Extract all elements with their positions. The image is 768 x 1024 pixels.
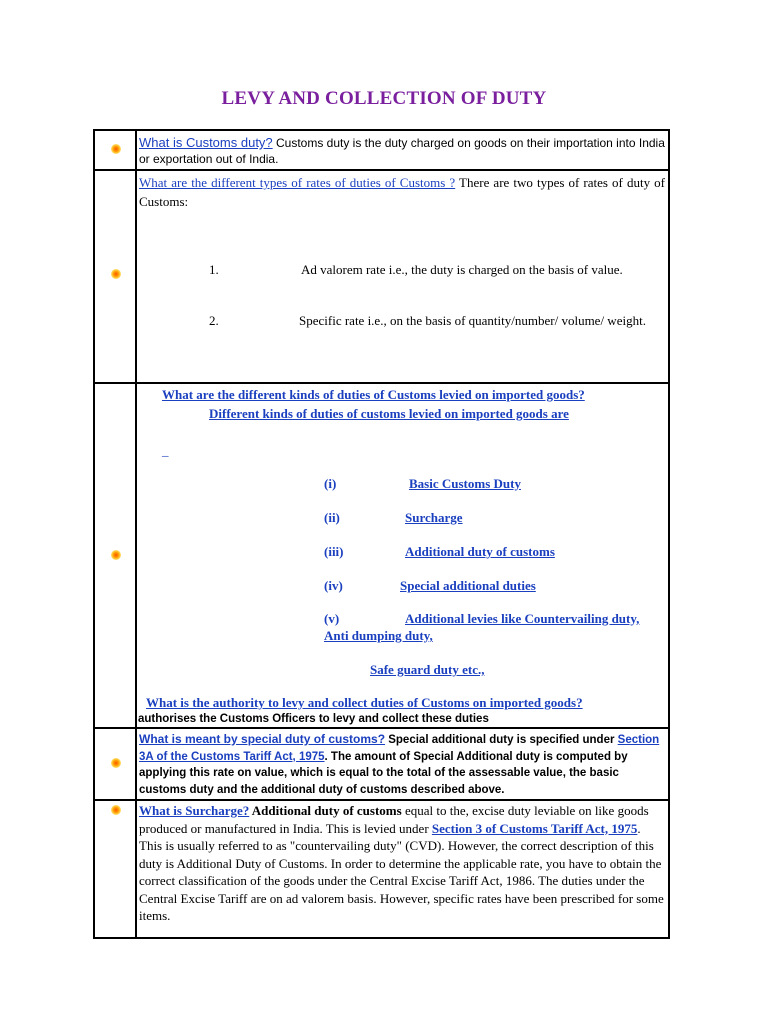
faq-table bbox=[93, 129, 670, 939]
bullet-cell bbox=[94, 800, 136, 938]
list-item[interactable] bbox=[324, 509, 463, 527]
list-number: 1. bbox=[209, 262, 219, 277]
answer-text: Customs duty is the duty charged on goods on their importation into India or exportation out of India. bbox=[139, 136, 665, 166]
list-item[interactable] bbox=[324, 610, 664, 644]
content-cell bbox=[136, 728, 669, 800]
answer-text: equal to the, excise duty leviable on like goods produced or manufactured in India. This is levied under bbox=[139, 803, 649, 836]
bullet-cell bbox=[94, 130, 136, 170]
answer-text: Special additional duty is specified under bbox=[385, 734, 618, 746]
list-text: Basic Customs Duty bbox=[409, 476, 521, 491]
list-text: Ad valorem rate i.e., the duty is charged on the basis of value. bbox=[301, 262, 623, 277]
list-number: 2. bbox=[209, 313, 219, 328]
question-link[interactable]: What are the different types of rates of duties of Customs ? bbox=[139, 175, 456, 190]
table-row bbox=[94, 130, 669, 170]
section-link[interactable]: Section 3 of Customs Tariff Act, 1975 bbox=[431, 820, 638, 836]
list-item bbox=[209, 312, 669, 329]
bullet-icon bbox=[111, 269, 121, 279]
list-text: Special additional duties bbox=[400, 578, 536, 593]
bullet-icon bbox=[111, 758, 121, 768]
list-text: Specific rate i.e., on the basis of quantity/number/ volume/ weight. bbox=[299, 313, 646, 328]
list-item[interactable] bbox=[324, 543, 555, 561]
list-text: Surcharge bbox=[405, 510, 463, 525]
table-row bbox=[94, 383, 669, 728]
document-title: LEVY AND COLLECTION OF DUTY bbox=[221, 88, 547, 109]
content-cell bbox=[136, 800, 669, 938]
content-cell bbox=[136, 383, 669, 728]
list-item[interactable] bbox=[324, 475, 521, 493]
answer-text: authorises the Customs Officers to levy and collect these duties bbox=[138, 713, 489, 725]
list-number: (iv) bbox=[324, 578, 343, 593]
content-cell bbox=[136, 170, 669, 383]
table-row bbox=[94, 800, 669, 938]
question-link[interactable]: What is Surcharge? bbox=[139, 803, 250, 818]
answer-text: . This is usually referred to as "countervailing duty" (CVD). However, the correct description of this duty is Additional Duty of Customs. In order to determine the applicable rate, you have to obtain the correct classification of the goods under the Central Excise Tariff Act, 1986. The duties under the Central Excise Tariff are on ad valorem basis. However, specific rates have been prescribed for some items. bbox=[139, 820, 664, 923]
list-item bbox=[209, 261, 669, 278]
bullet-icon bbox=[111, 805, 121, 815]
table-row bbox=[94, 728, 669, 800]
extra-item[interactable]: Safe guard duty etc., bbox=[370, 662, 485, 677]
content-cell bbox=[136, 130, 669, 170]
list-number: (v) bbox=[324, 611, 340, 626]
list-number: (ii) bbox=[324, 510, 340, 525]
bullet-cell bbox=[94, 383, 136, 728]
bullet-cell bbox=[94, 170, 136, 383]
answer-text: There are two types of rates of duty of Customs: bbox=[139, 175, 665, 209]
question-link[interactable]: What are the different kinds of duties of Customs levied on imported goods? bbox=[162, 387, 585, 402]
list-text: Additional duty of customs bbox=[405, 544, 555, 559]
bullet-cell bbox=[94, 728, 136, 800]
bullet-icon bbox=[111, 144, 121, 154]
dash-mark: _ bbox=[162, 443, 169, 458]
subheading: Different kinds of duties of customs levied on imported goods are bbox=[209, 406, 569, 421]
section-link[interactable]: Section 3A of the Customs Tariff Act, 1975 bbox=[139, 734, 660, 763]
answer-text: . The amount of Special Additional duty is computed by applying this rate on value, which is equal to the total of the assessable value, the basic customs duty and the additional duty of customs described above. bbox=[139, 750, 628, 796]
list-number: (iii) bbox=[324, 544, 344, 559]
question-link[interactable]: What is meant by special duty of customs? bbox=[139, 732, 386, 746]
bold-term: Additional duty of customs bbox=[249, 803, 402, 818]
bullet-icon bbox=[111, 550, 121, 560]
list-text: Additional levies like Countervailing duty, Anti dumping duty, bbox=[324, 611, 640, 643]
question-link[interactable]: What is the authority to levy and collect duties of Customs on imported goods? bbox=[146, 695, 583, 710]
list-item[interactable] bbox=[324, 577, 536, 595]
list-number: (i) bbox=[324, 476, 337, 491]
question-link[interactable]: What is Customs duty? bbox=[139, 135, 273, 150]
table-row bbox=[94, 170, 669, 383]
